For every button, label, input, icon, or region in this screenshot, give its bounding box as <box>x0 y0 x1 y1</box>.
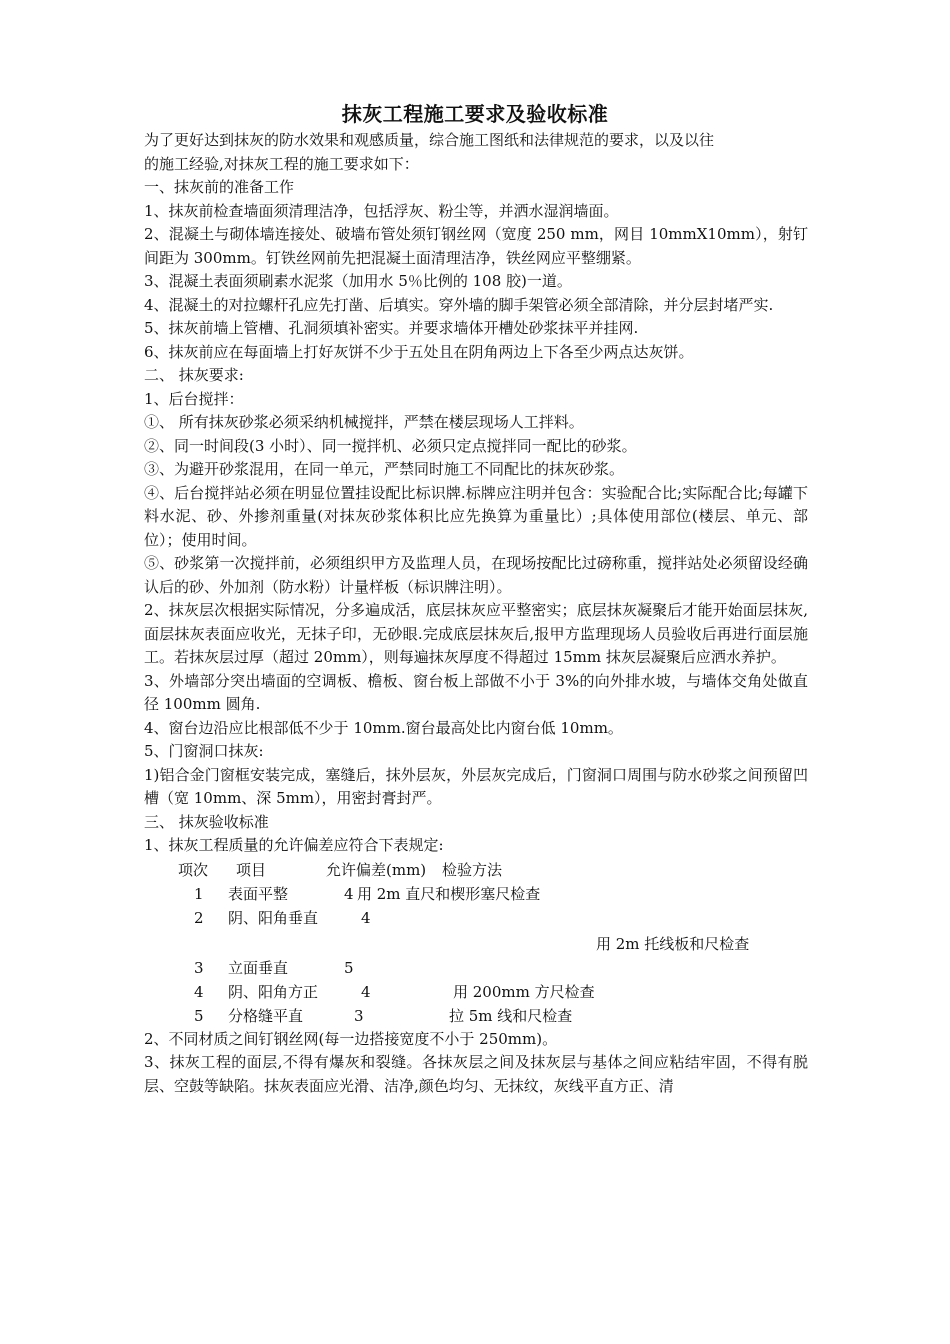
table-cell-tolerance: 5 <box>344 958 354 977</box>
table-cell-no: 2 <box>194 908 204 927</box>
section-1-item-6: 6、抹灰前应在每面墙上打好灰饼不少于五处且在阴角两边上下各至少两点达灰饼。 <box>144 342 694 361</box>
table-row <box>144 906 808 930</box>
document-title: 抹灰工程施工要求及验收标准 <box>341 102 609 126</box>
section-3-item-1: 1、抹灰工程质量的允许偏差应符合下表规定: <box>144 836 444 854</box>
table-header-tolerance: 允许偏差(mm) <box>326 860 427 879</box>
table-cell-no: 4 <box>194 982 204 1001</box>
table-cell-item: 分格缝平直 <box>228 1006 304 1025</box>
table-cell-tolerance: 3 <box>354 1006 364 1025</box>
section-2-sub-1-heading: 1、后台搅拌： <box>144 389 244 408</box>
section-2-item-5-1: 1)铝合金门窗框安装完成，塞缝后，抹外层灰，外层灰完成后，门窗洞口周围与防水砂浆之间预留凹槽（宽 10mm、深 5mm），用密封膏封严。 <box>144 765 808 807</box>
table-cell-item: 立面垂直 <box>228 958 289 977</box>
section-1-item-1: 1、抹灰前检查墙面须清理洁净，包括浮灰、粉尘等，并洒水湿润墙面。 <box>144 201 619 220</box>
table-cell-no: 3 <box>194 958 204 977</box>
table-cell-method: 用 200mm 方尺检查 <box>453 982 595 1001</box>
table-header-row <box>144 858 808 882</box>
section-2-sub-1-item-2: ②、同一时间段(3 小时）、同一搅拌机、必须只定点搅拌同一配比的砂浆。 <box>144 436 637 455</box>
table-header-method: 检验方法 <box>442 860 503 879</box>
section-2-sub-1-item-5: ⑤、砂浆第一次搅拌前，必须组织甲方及监理人员，在现场按配比过磅称重，搅拌站处必须留设经确认后的砂、外加剂（防水粉）计量样板（标识牌注明）。 <box>144 554 808 596</box>
table-cell-item: 阴、阳角垂直 <box>228 908 319 927</box>
intro-line-1: 为了更好达到抹灰的防水效果和观感质量，综合施工图纸和法律规范的要求，以及以往 <box>144 131 715 149</box>
section-2-sub-1-item-4: ④、后台搅拌站必须在明显位置挂设配比标识牌.标牌应注明并包含：实验配合比;实际配合比;每罐下料水泥、砂、外掺剂重量(对抹灰砂浆体积比应先换算为重量比）;具体使用部位(楼层、单元、部位）；使用时间。 <box>144 483 808 549</box>
table-cell-no: 5 <box>194 1006 204 1025</box>
table-row <box>144 1004 808 1028</box>
section-2-item-4: 4、窗台边沿应比根部低不少于 10mm.窗台最高处比内窗台低 10mm。 <box>144 718 623 737</box>
table-cell-item: 阴、阳角方正 <box>228 982 319 1001</box>
table-row-overflow <box>144 930 808 956</box>
table-cell-item: 表面平整 <box>228 884 289 903</box>
section-2-item-2: 2、抹灰层次根据实际情况，分多遍成活，底层抹灰应平整密实；底层抹灰凝聚后才能开始面层抹灰,面层抹灰表面应收光，无抹子印，无砂眼.完成底层抹灰后,报甲方监理现场人员验收后再进行面层施工。若抹灰层过厚（超过 20mm），则每遍抹灰厚度不得超过 15mm 抹灰层凝聚后应洒水养护。 <box>144 601 808 666</box>
table-cell-tolerance: 4 <box>361 908 371 927</box>
section-2-item-3: 3、外墙部分突出墙面的空调板、檐板、窗台板上部做不小于 3%的向外排水坡，与墙体交角处做直径 100mm 圆角. <box>144 671 808 713</box>
intro-line-2: 的施工经验,对抹灰工程的施工要求如下： <box>144 154 419 173</box>
section-1-heading: 一、抹灰前的准备工作 <box>144 178 295 196</box>
section-1-item-4: 4、混凝土的对拉螺杆孔应先打凿、后填实。穿外墙的脚手架管必须全部清除，并分层封堵严实. <box>144 295 774 314</box>
document-body <box>144 129 808 1098</box>
section-1-item-5: 5、抹灰前墙上管槽、孔洞须填补密实。并要求墙体开槽处砂浆抹平并挂网. <box>144 319 639 337</box>
section-3-item-2: 2、不同材质之间钉钢丝网(每一边搭接宽度不小于 250mm)。 <box>144 1029 558 1048</box>
table-cell-no: 1 <box>194 884 204 903</box>
table-row <box>144 956 808 980</box>
tolerance-table <box>144 858 808 1028</box>
table-cell-tolerance: 4 <box>344 884 354 903</box>
table-cell-method: 用 2m 直尺和楔形塞尺检查 <box>357 884 541 903</box>
section-2-sub-1-item-3: ③、为避开砂浆混用，在同一单元，严禁同时施工不同配比的抹灰砂浆。 <box>144 460 625 478</box>
section-2-item-5: 5、门窗洞口抹灰: <box>144 742 264 760</box>
section-3-heading: 三、 抹灰验收标准 <box>144 812 269 831</box>
table-cell-method: 用 2m 托线板和尺检查 <box>596 934 750 953</box>
table-row <box>144 980 808 1004</box>
section-2-sub-1-item-1: ①、 所有抹灰砂浆必须采纳机械搅拌，严禁在楼层现场人工拌料。 <box>144 413 584 431</box>
section-1-item-3: 3、混凝土表面须刷素水泥浆（加用水 5％比例的 108 胶)一道。 <box>144 272 572 290</box>
section-3-item-3: 3、抹灰工程的面层,不得有爆灰和裂缝。各抹灰层之间及抹灰层与基体之间应粘结牢固，不得有脱层、空鼓等缺陷。抹灰表面应光滑、洁净,颜色均匀、无抹纹，灰线平直方正、清 <box>144 1053 808 1095</box>
table-cell-method: 拉 5m 线和尺检查 <box>449 1006 573 1025</box>
table-row <box>144 882 808 906</box>
section-2-heading: 二、 抹灰要求: <box>144 366 244 384</box>
section-1-item-2: 2、混凝土与砌体墙连接处、破墙布管处须钉钢丝网（宽度 250 mm，网目 10mmX10mm），射钉间距为 300mm。钉铁丝网前先把混凝土面清理洁净，铁丝网应平整绷紧。 <box>144 225 808 267</box>
table-header-no: 项次 <box>178 860 209 879</box>
table-header-item: 项目 <box>236 860 267 879</box>
table-cell-tolerance: 4 <box>361 982 371 1001</box>
